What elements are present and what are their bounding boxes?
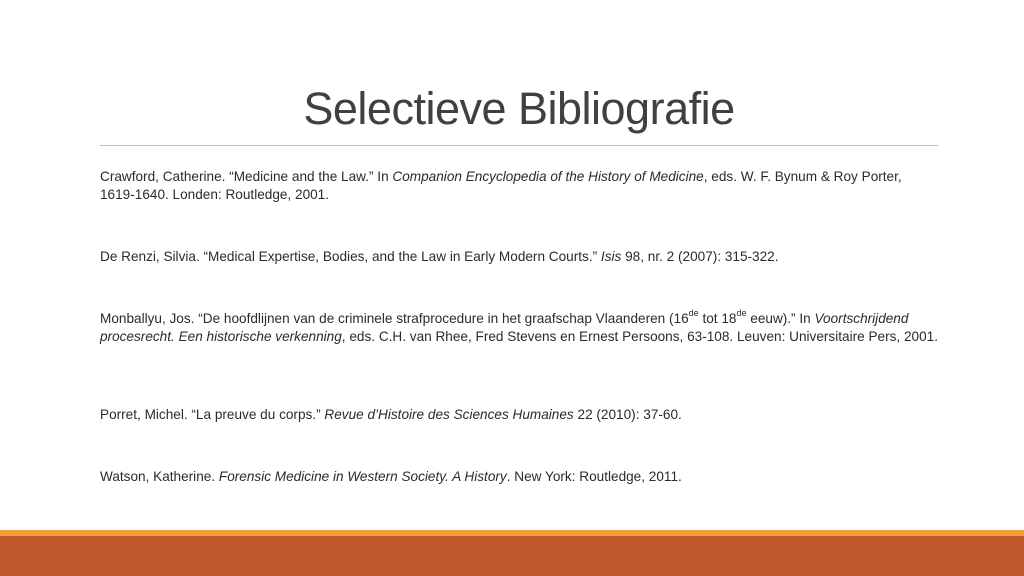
superscript: de xyxy=(736,308,747,319)
superscript: de xyxy=(688,308,699,319)
reference-text: Monballyu, Jos. “De hoofdlijnen van de criminele strafprocedure in het graafschap Vlaanderen (16 xyxy=(100,311,689,326)
reference-item-monballyu xyxy=(100,310,938,346)
reference-text: De Renzi, Silvia. “Medical Expertise, Bodies, and the Law in Early Modern Courts.” xyxy=(100,249,601,264)
reference-text: Crawford, Catherine. “Medicine and the Law.” In xyxy=(100,169,393,184)
reference-item-watson xyxy=(100,468,938,486)
reference-text: tot 18 xyxy=(698,311,737,326)
reference-source-title: Revue d’Histoire des Sciences Humaines xyxy=(324,407,574,422)
reference-text: 98, nr. 2 (2007): 315-322. xyxy=(621,249,779,264)
reference-text: eeuw).” In xyxy=(746,311,815,326)
page-title: Selectieve Bibliografie xyxy=(303,83,735,134)
reference-text: 22 (2010): 37-60. xyxy=(573,407,682,422)
footer-bar xyxy=(0,536,1024,576)
reference-source-title: Forensic Medicine in Western Society. A History xyxy=(218,469,507,484)
reference-text: Porret, Michel. “La preuve du corps.” xyxy=(100,407,325,422)
reference-item-crawford xyxy=(100,168,938,204)
reference-text: , eds. W. F. Bynum & Roy Porter, 1619-1640. Londen: Routledge, 2001. xyxy=(100,169,902,202)
reference-source-title: Isis xyxy=(600,249,622,264)
reference-text: Watson, Katherine. xyxy=(100,469,219,484)
reference-text: . New York: Routledge, 2011. xyxy=(506,469,682,484)
reference-text: , eds. C.H. van Rhee, Fred Stevens en Ernest Persoons, 63-108. Leuven: Universitaire Pers, 2001. xyxy=(341,329,938,344)
reference-item-de-renzi xyxy=(100,248,938,266)
reference-item-porret xyxy=(100,406,938,424)
title-divider xyxy=(100,145,938,146)
reference-source-title: Voortschrijdend procesrecht. Een historische verkenning xyxy=(100,311,909,344)
reference-source-title: Companion Encyclopedia of the History of Medicine xyxy=(392,169,704,184)
